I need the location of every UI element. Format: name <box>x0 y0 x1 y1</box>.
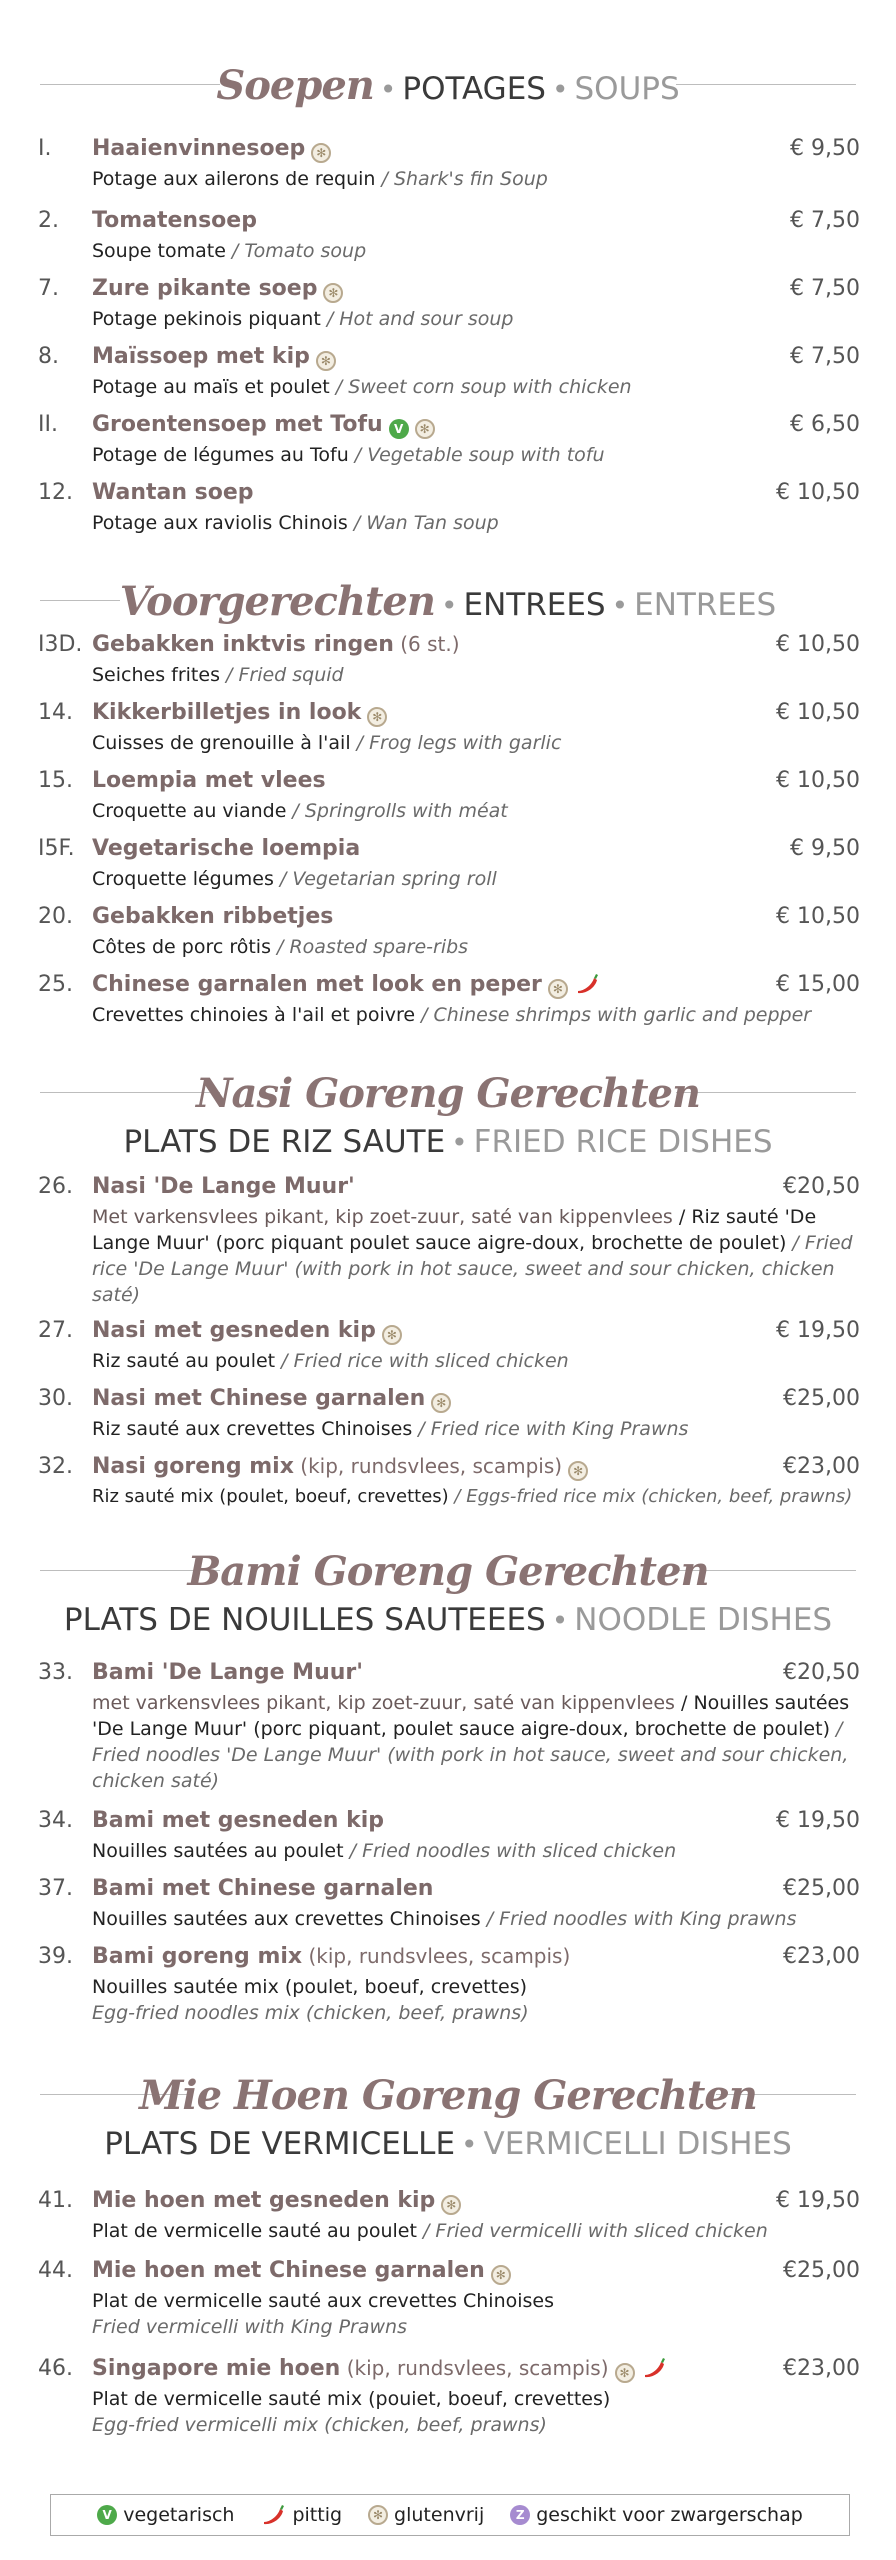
section-title-en: FRIED RICE DISHES <box>473 1124 773 1160</box>
section-title-script-line <box>0 1548 896 1595</box>
item-description: Côtes de porc rôtis / Roasted spare-ribs <box>92 936 469 958</box>
section-title: Soepen • POTAGES • SOUPS <box>216 62 680 109</box>
section-header <box>0 1540 896 1650</box>
item-price: € 7,50 <box>790 344 860 369</box>
section-title-en: VERMICELLI DISHES <box>483 2126 792 2162</box>
legend-spicy-label: pittig <box>292 2504 343 2526</box>
item-name: Bami met gesneden kip <box>92 1808 385 1833</box>
section-header <box>0 570 896 634</box>
item-description: Riz sauté aux crevettes Chinoises / Fried rice with King Prawns <box>92 1418 689 1440</box>
item-price: €23,00 <box>783 1454 860 1479</box>
item-price: € 15,00 <box>776 972 860 997</box>
item-price: €23,00 <box>783 2356 860 2381</box>
item-number: I5F. <box>38 836 75 861</box>
item-price: € 9,50 <box>790 836 860 861</box>
gluten-free-icon: ✻ <box>367 707 387 727</box>
legend-gluten-free-label: glutenvrij <box>394 2504 485 2526</box>
vegetarian-icon: V <box>389 419 409 439</box>
section-title-fr: PLATS DE VERMICELLE <box>104 2126 456 2162</box>
item-name: Nasi 'De Lange Muur' <box>92 1174 355 1199</box>
item-number: 2. <box>38 208 59 233</box>
item-number: 39. <box>38 1944 73 1969</box>
item-description: Plat de vermicelle sauté au poulet / Fried vermicelli with sliced chicken <box>92 2220 768 2242</box>
section-title: Voorgerechten • ENTREES • ENTREES <box>119 578 777 625</box>
legend-spicy <box>260 2504 342 2526</box>
section-title-fr: POTAGES <box>402 71 546 107</box>
item-price: € 7,50 <box>790 208 860 233</box>
gluten-free-icon: ✻ <box>368 2505 388 2525</box>
item-number: 15. <box>38 768 73 793</box>
item-name: Gebakken inktvis ringen (6 st.) <box>92 632 460 657</box>
item-description: Potage au maïs et poulet / Sweet corn soup with chicken <box>92 376 632 398</box>
item-description: Crevettes chinoies à l'ail et poivre / Chinese shrimps with garlic and pepper <box>92 1004 812 1026</box>
item-number: 27. <box>38 1318 73 1343</box>
section-soups <box>0 54 896 118</box>
item-description: Riz sauté mix (poulet, boeuf, crevettes) / Eggs-fried rice mix (chicken, beef, prawns) <box>92 1486 853 1507</box>
item-description: Cuisses de grenouille à l'ail / Frog legs with garlic <box>92 732 562 754</box>
item-price: €25,00 <box>783 1876 860 1901</box>
item-number: 26. <box>38 1174 73 1199</box>
gluten-free-icon: ✻ <box>311 143 331 163</box>
item-number: 20. <box>38 904 73 929</box>
item-number: 32. <box>38 1454 73 1479</box>
item-name: Wantan soep <box>92 480 254 505</box>
item-price: € 10,50 <box>776 480 860 505</box>
section-subtitle: PLATS DE RIZ SAUTE • FRIED RICE DISHES <box>123 1124 773 1160</box>
section-starters <box>0 570 896 634</box>
item-description: Plat de vermicelle sauté aux crevettes Chinoises Fried vermicelli with King Prawns <box>92 2290 555 2338</box>
item-name: Chinese garnalen met look en peper ✻ <box>92 972 600 999</box>
section-title-en: ENTREES <box>634 587 777 623</box>
gluten-free-icon: ✻ <box>615 2363 635 2383</box>
item-description: Met varkensvlees pikant, kip zoet-zuur, saté van kippenvlees / Riz sauté 'De Lange Muur' (porc piquant poulet sauce aigre-doux, brochette de poulet) / Fried rice 'De Lange Muur' (with pork in hot sauce, sweet and sour chicken, chicken saté) <box>92 1206 853 1306</box>
item-price: € 9,50 <box>790 136 860 161</box>
section-title-fr: ENTREES <box>463 587 606 623</box>
section-title-script: Soepen <box>216 62 374 109</box>
section-title-script: Voorgerechten <box>119 578 435 625</box>
section-header <box>0 54 896 118</box>
item-price: € 6,50 <box>790 412 860 437</box>
item-name: Bami met Chinese garnalen <box>92 1876 434 1901</box>
section-title-script: Mie Hoen Goreng Gerechten <box>139 2072 757 2119</box>
item-name: Vegetarische loempia <box>92 836 361 861</box>
item-name: Bami 'De Lange Muur' <box>92 1660 363 1685</box>
item-description: Soupe tomate / Tomato soup <box>92 240 367 262</box>
vegetarian-icon: V <box>97 2505 117 2525</box>
item-price: € 19,50 <box>776 2188 860 2213</box>
item-name: Haaienvinnesoep ✻ <box>92 136 331 163</box>
chili-icon <box>641 2357 667 2379</box>
item-name: Nasi goreng mix (kip, rundsvlees, scampis) ✻ <box>92 1454 588 1481</box>
item-number: 34. <box>38 1808 73 1833</box>
legend-vegetarian-label: vegetarisch <box>123 2504 235 2526</box>
item-price: € 7,50 <box>790 276 860 301</box>
item-price: €20,50 <box>783 1174 860 1199</box>
item-price: €20,50 <box>783 1660 860 1685</box>
section-noodles <box>0 1540 896 1650</box>
item-price: € 10,50 <box>776 768 860 793</box>
legend-pregnancy-label: geschikt voor zwargerschap <box>536 2504 803 2526</box>
item-number: 41. <box>38 2188 73 2213</box>
item-number: 37. <box>38 1876 73 1901</box>
section-title-en: NOODLE DISHES <box>574 1602 833 1638</box>
item-number: 8. <box>38 344 59 369</box>
chili-icon <box>260 2504 286 2526</box>
item-description: Nouilles sautées au poulet / Fried noodles with sliced chicken <box>92 1840 677 1862</box>
gluten-free-icon: ✻ <box>323 283 343 303</box>
item-name: Nasi met gesneden kip ✻ <box>92 1318 402 1345</box>
section-vermicelli <box>0 2064 896 2174</box>
item-description: Croquette au viande / Springrolls with méat <box>92 800 508 822</box>
chili-icon <box>574 973 600 995</box>
legend-gluten-free <box>368 2504 484 2526</box>
item-name: Maïssoep met kip ✻ <box>92 344 336 371</box>
item-name: Singapore mie hoen (kip, rundsvlees, scampis) ✻ <box>92 2356 667 2383</box>
section-subtitle: PLATS DE NOUILLES SAUTEEES • NOODLE DISHES <box>63 1602 833 1638</box>
item-number: 46. <box>38 2356 73 2381</box>
item-name: Tomatensoep <box>92 208 257 233</box>
section-title-script: Bami Goreng Gerechten <box>187 1548 709 1595</box>
section-header <box>0 2064 896 2174</box>
section-subtitle: PLATS DE VERMICELLE • VERMICELLI DISHES <box>104 2126 792 2162</box>
section-title-script-line <box>0 1070 896 1117</box>
item-number: 30. <box>38 1386 73 1411</box>
item-name: Zure pikante soep ✻ <box>92 276 343 303</box>
section-fried-rice <box>0 1062 896 1172</box>
gluten-free-icon: ✻ <box>382 1325 402 1345</box>
item-number: 7. <box>38 276 59 301</box>
item-name: Groentensoep met Tofu V ✻ <box>92 412 435 439</box>
section-title-script: Nasi Goreng Gerechten <box>195 1070 701 1117</box>
section-title-script-line <box>0 2072 896 2119</box>
item-name: Mie hoen met Chinese garnalen ✻ <box>92 2258 511 2285</box>
item-description: Riz sauté au poulet / Fried rice with sliced chicken <box>92 1350 569 1372</box>
item-price: € 10,50 <box>776 700 860 725</box>
item-description: met varkensvlees pikant, kip zoet-zuur, saté van kippenvlees / Nouilles sautées 'De Lange Muur' (porc piquant, poulet sauce aigre-doux, brochette de poulet) / Fried noodles 'De Lange Muur' (with pork in hot sauce, sweet and sour chicken, chicken saté) <box>92 1692 850 1792</box>
gluten-free-icon: ✻ <box>441 2195 461 2215</box>
item-description: Seiches frites / Fried squid <box>92 664 344 686</box>
item-name: Bami goreng mix (kip, rundsvlees, scampis) <box>92 1944 571 1969</box>
item-price: € 19,50 <box>776 1318 860 1343</box>
item-description: Croquette légumes / Vegetarian spring roll <box>92 868 497 890</box>
item-price: € 10,50 <box>776 904 860 929</box>
item-description: Potage aux raviolis Chinois / Wan Tan soup <box>92 512 499 534</box>
section-title-fr: PLATS DE RIZ SAUTE <box>123 1124 446 1160</box>
item-name: Nasi met Chinese garnalen ✻ <box>92 1386 451 1413</box>
item-name: Loempia met vlees <box>92 768 326 793</box>
section-title-fr: PLATS DE NOUILLES SAUTEEES <box>63 1602 546 1638</box>
item-name: Kikkerbilletjes in look ✻ <box>92 700 387 727</box>
legend-vegetarian <box>97 2504 234 2526</box>
item-price: € 19,50 <box>776 1808 860 1833</box>
item-number: 12. <box>38 480 73 505</box>
item-number: 25. <box>38 972 73 997</box>
gluten-free-icon: ✻ <box>548 979 568 999</box>
item-description: Potage aux ailerons de requin / Shark's fin Soup <box>92 168 548 190</box>
item-name: Gebakken ribbetjes <box>92 904 334 929</box>
item-price: €25,00 <box>783 1386 860 1411</box>
item-description: Nouilles sautée mix (poulet, boeuf, crevettes) Egg-fried noodles mix (chicken, beef, prawns) <box>92 1976 529 2024</box>
item-number: II. <box>38 412 58 437</box>
section-header <box>0 1062 896 1172</box>
item-number: I. <box>38 136 52 161</box>
gluten-free-icon: ✻ <box>316 351 336 371</box>
item-number: I3D. <box>38 632 83 657</box>
gluten-free-icon: ✻ <box>568 1461 588 1481</box>
item-price: € 10,50 <box>776 632 860 657</box>
gluten-free-icon: ✻ <box>431 1393 451 1413</box>
gluten-free-icon: ✻ <box>491 2265 511 2285</box>
section-title-en: SOUPS <box>574 71 680 107</box>
item-description: Potage pekinois piquant / Hot and sour soup <box>92 308 514 330</box>
item-price: €25,00 <box>783 2258 860 2283</box>
legend-pregnancy <box>510 2504 803 2526</box>
item-description: Nouilles sautées aux crevettes Chinoises / Fried noodles with King prawns <box>92 1908 797 1930</box>
item-description: Potage de légumes au Tofu / Vegetable soup with tofu <box>92 444 605 466</box>
legend <box>50 2494 850 2536</box>
item-description: Plat de vermicelle sauté mix (pouiet, boeuf, crevettes) Egg-fried vermicelli mix (chicken, beef, prawns) <box>92 2388 611 2436</box>
item-number: 14. <box>38 700 73 725</box>
item-number: 44. <box>38 2258 73 2283</box>
item-name: Mie hoen met gesneden kip ✻ <box>92 2188 461 2215</box>
pregnancy-icon: Z <box>510 2505 530 2525</box>
item-number: 33. <box>38 1660 73 1685</box>
gluten-free-icon: ✻ <box>415 419 435 439</box>
item-price: €23,00 <box>783 1944 860 1969</box>
